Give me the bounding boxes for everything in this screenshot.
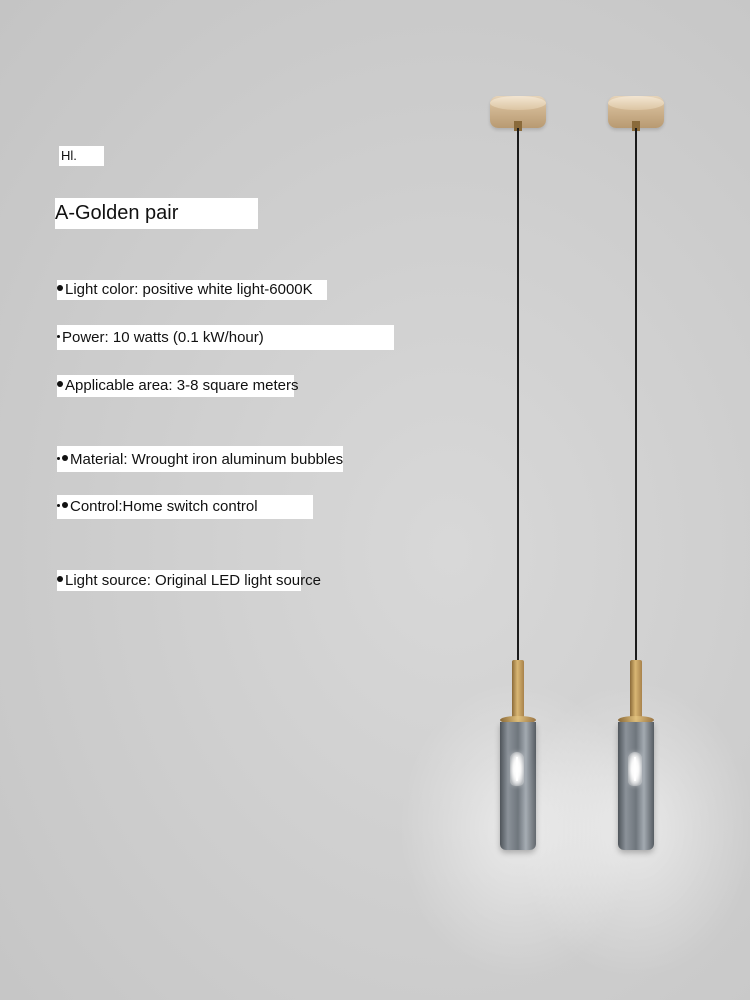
bullet-icon	[57, 335, 60, 338]
bullet-icon	[62, 502, 68, 508]
spec-source-text: Light source: Original LED light source	[65, 572, 321, 589]
bullet-icon	[62, 455, 68, 461]
spec-material	[57, 446, 343, 472]
bullet-icon	[57, 285, 63, 291]
spec-light-color-text: Light color: positive white light-6000K	[65, 281, 313, 298]
product-title	[55, 198, 258, 229]
pendant-lamp-icon	[596, 0, 676, 1000]
spec-area	[57, 375, 299, 397]
suspension-cord	[635, 128, 637, 662]
bullet-icon	[57, 457, 60, 460]
bullet-icon	[57, 504, 60, 507]
led-filament	[516, 757, 518, 781]
spec-control-text: Control:Home switch control	[70, 498, 258, 515]
ceiling-canopy-top	[490, 96, 546, 110]
spec-power	[57, 325, 394, 350]
smoked-glass-shade	[618, 722, 654, 850]
bullet-icon	[57, 576, 63, 582]
spec-source	[57, 570, 321, 591]
product-title-text: A-Golden pair	[55, 202, 179, 224]
brass-stem	[630, 660, 642, 722]
spec-area-text: Applicable area: 3-8 square meters	[65, 377, 299, 394]
spec-material-text: Material: Wrought iron aluminum bubbles	[70, 451, 344, 468]
spec-control	[57, 495, 313, 519]
bullet-icon	[57, 381, 63, 387]
spec-light-color	[57, 280, 327, 300]
spec-power-text: Power: 10 watts (0.1 kW/hour)	[62, 329, 264, 346]
brass-stem	[512, 660, 524, 722]
led-filament	[634, 757, 636, 781]
suspension-cord	[517, 128, 519, 662]
model-tag-text: Hl.	[61, 148, 77, 163]
model-tag	[59, 146, 104, 166]
ceiling-canopy-top	[608, 96, 664, 110]
